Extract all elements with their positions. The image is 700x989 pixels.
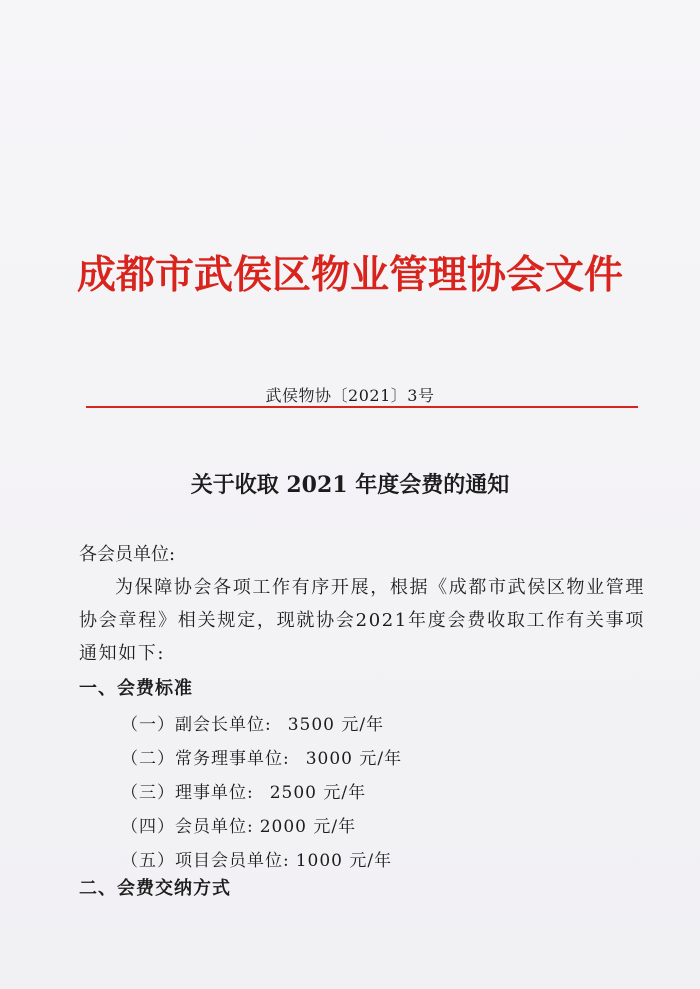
fee-item-label: （四）会员单位:: [121, 817, 254, 837]
fee-item-label: （五）项目会员单位:: [121, 851, 290, 871]
fee-item-amount: 1000 元/年: [295, 851, 393, 871]
fee-item-label: （二）常务理事单位:: [121, 749, 290, 769]
fee-item-amount: 2500 元/年: [269, 783, 367, 803]
fee-item-amount: 2000 元/年: [259, 817, 357, 837]
fee-item: [121, 810, 402, 844]
fee-item-amount: 3500 元/年: [287, 715, 385, 735]
fee-standard-list: [121, 708, 402, 878]
section-heading-payment-method: 二、会费交纳方式: [79, 878, 231, 899]
fee-item-label: （三）理事单位:: [121, 783, 254, 803]
fee-item-label: （一）副会长单位:: [121, 715, 272, 735]
red-header-title: 成都市武侯区物业管理协会文件: [76, 252, 623, 298]
section-heading-fee-standard: 一、会费标准: [79, 678, 193, 699]
fee-item: [121, 708, 402, 742]
red-divider-line: [86, 406, 638, 408]
fee-item: [121, 776, 402, 810]
fee-item: [121, 844, 402, 878]
salutation: 各会员单位:: [79, 544, 176, 565]
body-paragraph: 为保障协会各项工作有序开展，根据《成都市武侯区物业管理协会章程》相关规定，现就协会2021年度会费收取工作有关事项通知如下:: [79, 577, 645, 664]
document-number: 武侯物协〔2021〕3号: [265, 386, 435, 405]
notice-title: 关于收取 2021 年度会费的通知: [190, 472, 510, 498]
fee-item: [121, 742, 402, 776]
fee-item-amount: 3000 元/年: [305, 749, 403, 769]
